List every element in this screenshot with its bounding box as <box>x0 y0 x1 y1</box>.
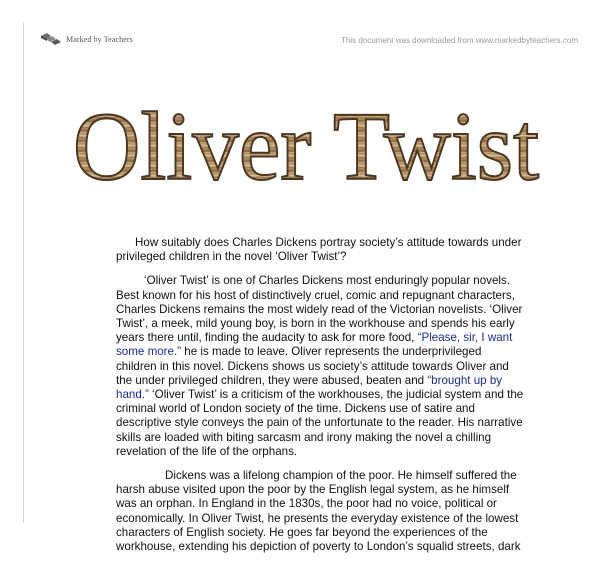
brand-logo <box>40 32 133 46</box>
essay-body <box>116 236 524 564</box>
essay-paragraph-1 <box>116 274 524 459</box>
page-header <box>38 30 578 52</box>
essay-paragraph-2: Dickens was a lifelong champion of the poor. He himself suffered the harsh abuse visited upon the poor by the English legal system, as he himself was an orphan. In England in the 1830s, the poor had no voice, political or economically. In Oliver Twist, he presents the everyday existence of the lowest characters of English society. He goes far beyond the experiences of the workhouse, extending his depiction of poverty to London’s squalid streets, dark <box>116 469 521 554</box>
paragraph-1-text-c: ‘Oliver Twist’ is a criticism of the workhouses, the judicial system and the criminal world of London society of the time. Dickens use of satire and descriptive style conveys the pain of the unfortunate to the reader. His narrative skills are loaded with biting sarcasm and irony making the novel a chilling revelation of the life of the orphans. <box>116 388 524 458</box>
paragraph-1-text-b: he is made to leave. Oliver represents the underprivileged children in this novel. Dickens shows us society’s attitude towards Oliver and the under privileged children, they were abused, beaten and <box>116 345 509 387</box>
download-source-note: This document was downloaded from www.markedbyteachers.com <box>341 36 578 45</box>
brand-name: Marked by Teachers <box>66 34 133 44</box>
paragraph-1-text-a: ‘Oliver Twist’ is one of Charles Dickens most enduringly popular novels. Best known for his host of distinctively cruel, comic and repugnant characters, Charles Dickens remains the most widely read of the Victorian novelists. ‘Oliver Twist’, a meek, mild young boy, is born in the workhouse and spends his early years there until, finding the audacity to ask for more food, <box>116 274 523 345</box>
quote-please-sir: “Please, sir, I want some more.” <box>116 331 513 359</box>
quote-brought-up-by-hand: “brought up by hand.” <box>116 373 503 402</box>
essay-question: How suitably does Charles Dickens portray society’s attitude towards under privileged children in the novel ‘Oliver Twist’? <box>116 236 522 264</box>
stacked-books-logo-icon <box>40 32 62 46</box>
document-title <box>0 95 612 195</box>
title-text: Oliver Twist <box>73 95 539 195</box>
